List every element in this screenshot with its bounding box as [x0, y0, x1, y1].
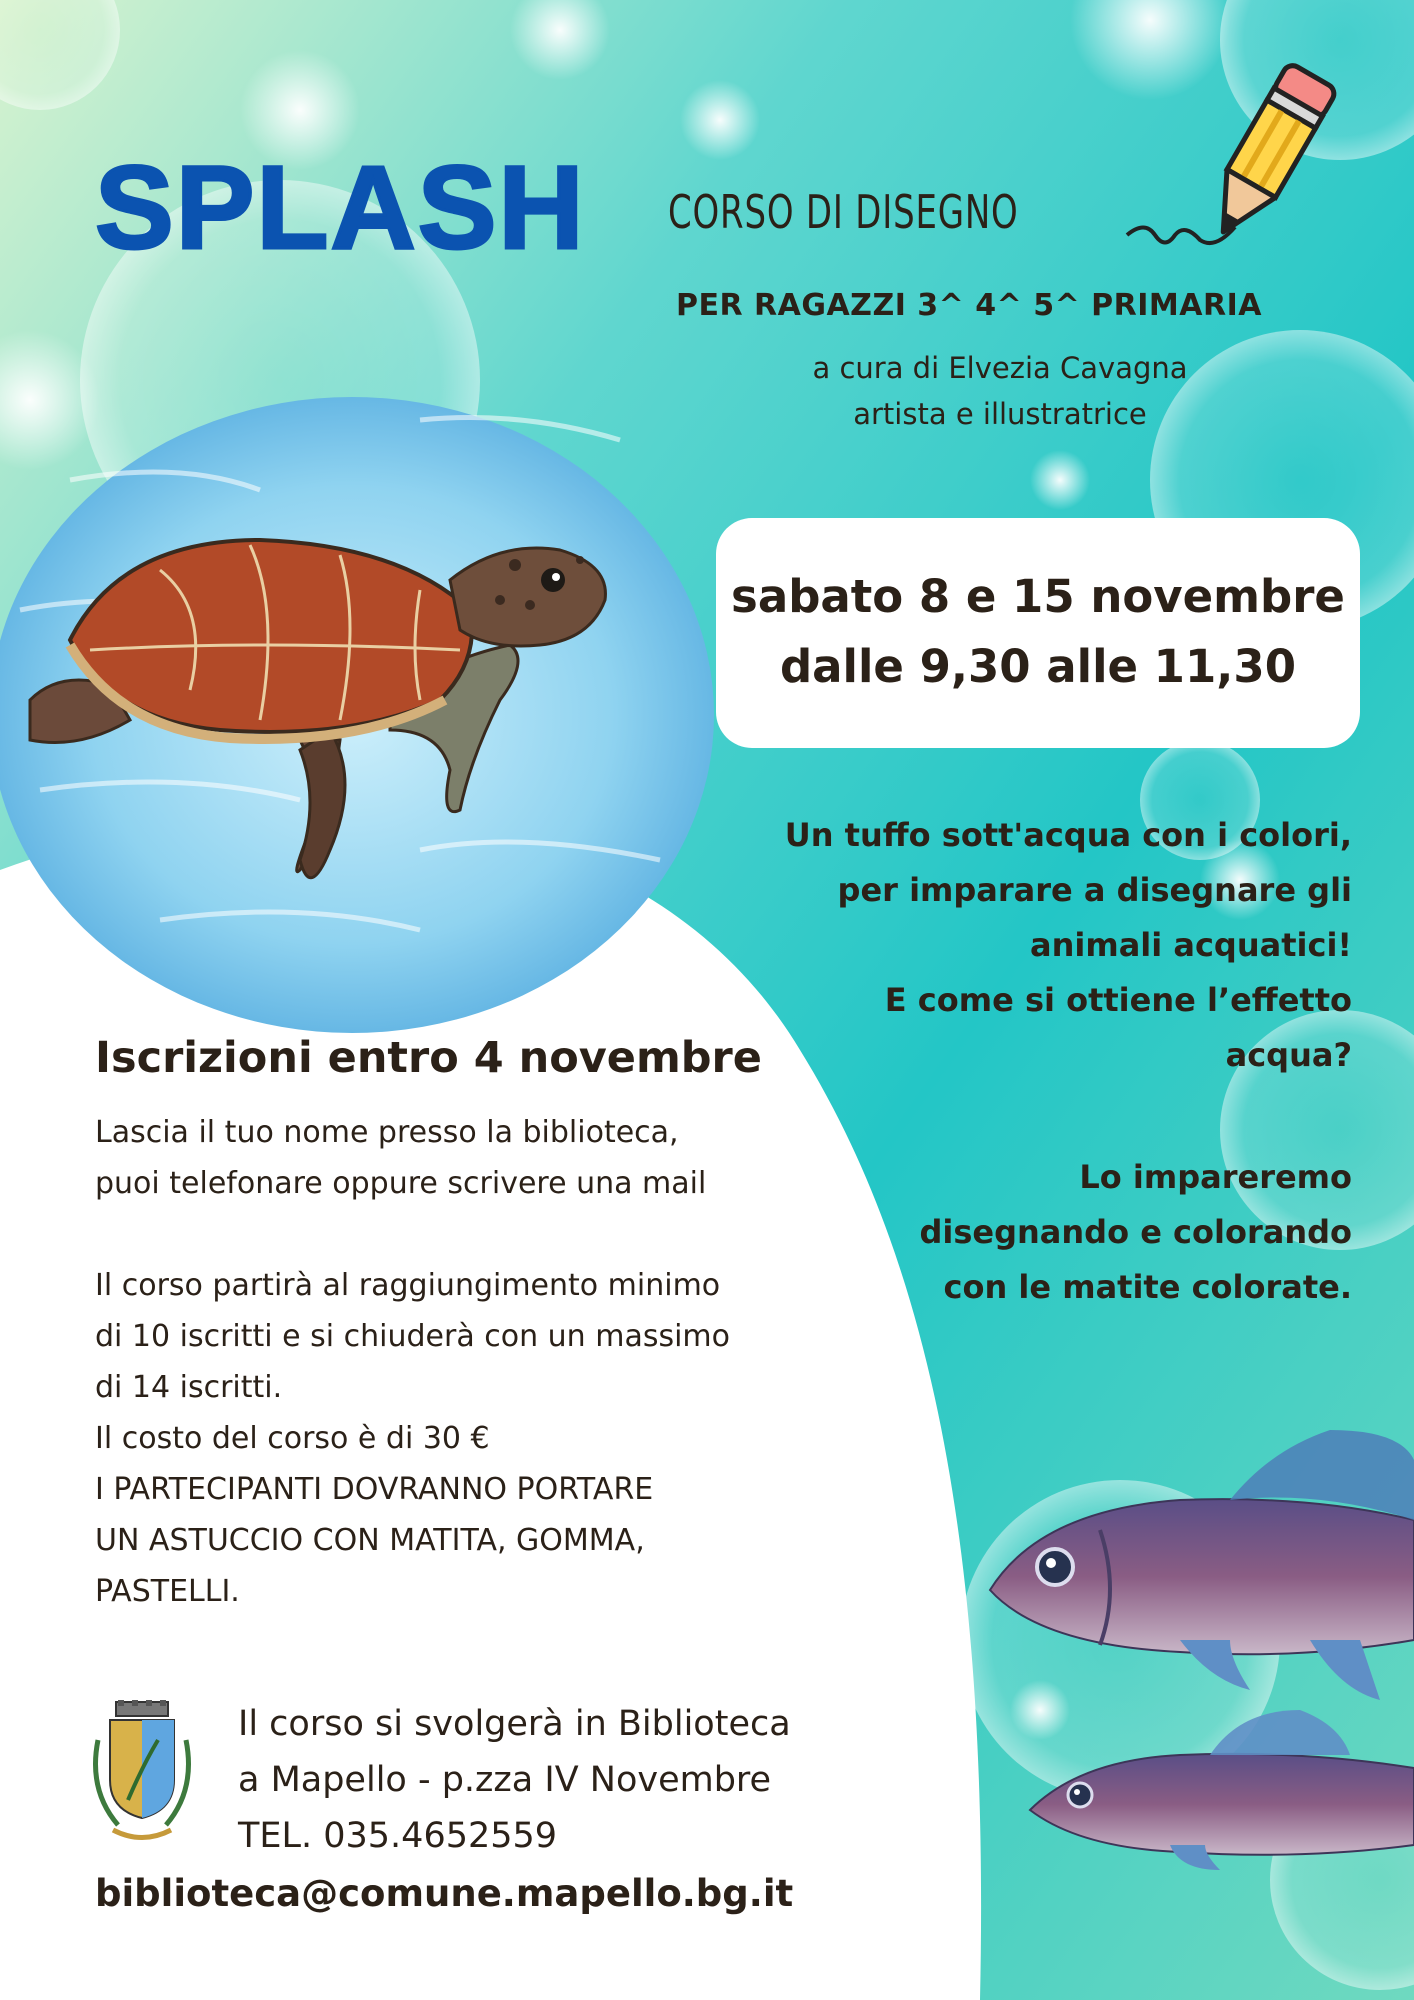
description-line: E come si ottiene l’effetto — [884, 981, 1352, 1019]
method-line: disegnando e colorando — [919, 1213, 1352, 1251]
turtle-illustration — [0, 400, 720, 1040]
poster-title: SPLASH — [95, 142, 586, 274]
curator-name: a cura di Elvezia Cavagna — [812, 351, 1188, 385]
venue-address: a Mapello - p.zza IV Novembre — [238, 1760, 772, 1800]
enrollment-line: PASTELLI. — [95, 1574, 240, 1609]
date-hours: dalle 9,30 alle 11,30 — [779, 640, 1297, 693]
audience-line: PER RAGAZZI 3^ 4^ 5^ PRIMARIA — [676, 288, 1262, 323]
enrollment-line: di 10 iscritti e si chiuderà con un massimo — [95, 1319, 730, 1354]
enrollment-details — [95, 1107, 855, 1617]
description-line: per imparare a disegnare gli — [837, 871, 1352, 909]
enrollment-line: I PARTECIPANTI DOVRANNO PORTARE — [95, 1472, 654, 1507]
venue-line: Il corso si svolgerà in Biblioteca — [238, 1704, 791, 1744]
venue-phone[interactable]: TEL. 035.4652559 — [238, 1816, 558, 1856]
enrollment-line: puoi telefonare oppure scrivere una mail — [95, 1166, 707, 1201]
description-line: Un tuffo sott'acqua con i colori, — [784, 816, 1352, 854]
course-label: CORSO DI DISEGNO — [668, 185, 1019, 239]
enrollment-heading: Iscrizioni entro 4 novembre — [95, 1033, 762, 1083]
enrollment-line: UN ASTUCCIO CON MATITA, GOMMA, — [95, 1523, 645, 1558]
curator-role: artista e illustratrice — [853, 397, 1147, 431]
description-line: animali acquatici! — [1030, 926, 1352, 964]
method-line: con le matite colorate. — [943, 1268, 1352, 1306]
squiggle-decoration — [1125, 215, 1245, 255]
venue-info — [238, 1696, 791, 1864]
course-description — [700, 808, 1352, 1083]
description-line: acqua? — [1225, 1036, 1352, 1074]
enrollment-line: di 14 iscritti. — [95, 1370, 283, 1405]
fish-illustration — [980, 1390, 1414, 1870]
enrollment-line: Il costo del corso è di 30 € — [95, 1421, 490, 1456]
method-line: Lo impareremo — [1079, 1158, 1352, 1196]
date-days: sabato 8 e 15 novembre — [731, 570, 1345, 623]
contact-email[interactable]: biblioteca@comune.mapello.bg.it — [95, 1872, 794, 1915]
curator-info — [720, 345, 1280, 437]
enrollment-spacer — [95, 1209, 855, 1260]
coat-of-arms-icon — [88, 1700, 196, 1845]
enrollment-line: Lascia il tuo nome presso la biblioteca, — [95, 1115, 679, 1150]
enrollment-line: Il corso partirà al raggiungimento minimo — [95, 1268, 721, 1303]
date-info — [716, 562, 1360, 702]
